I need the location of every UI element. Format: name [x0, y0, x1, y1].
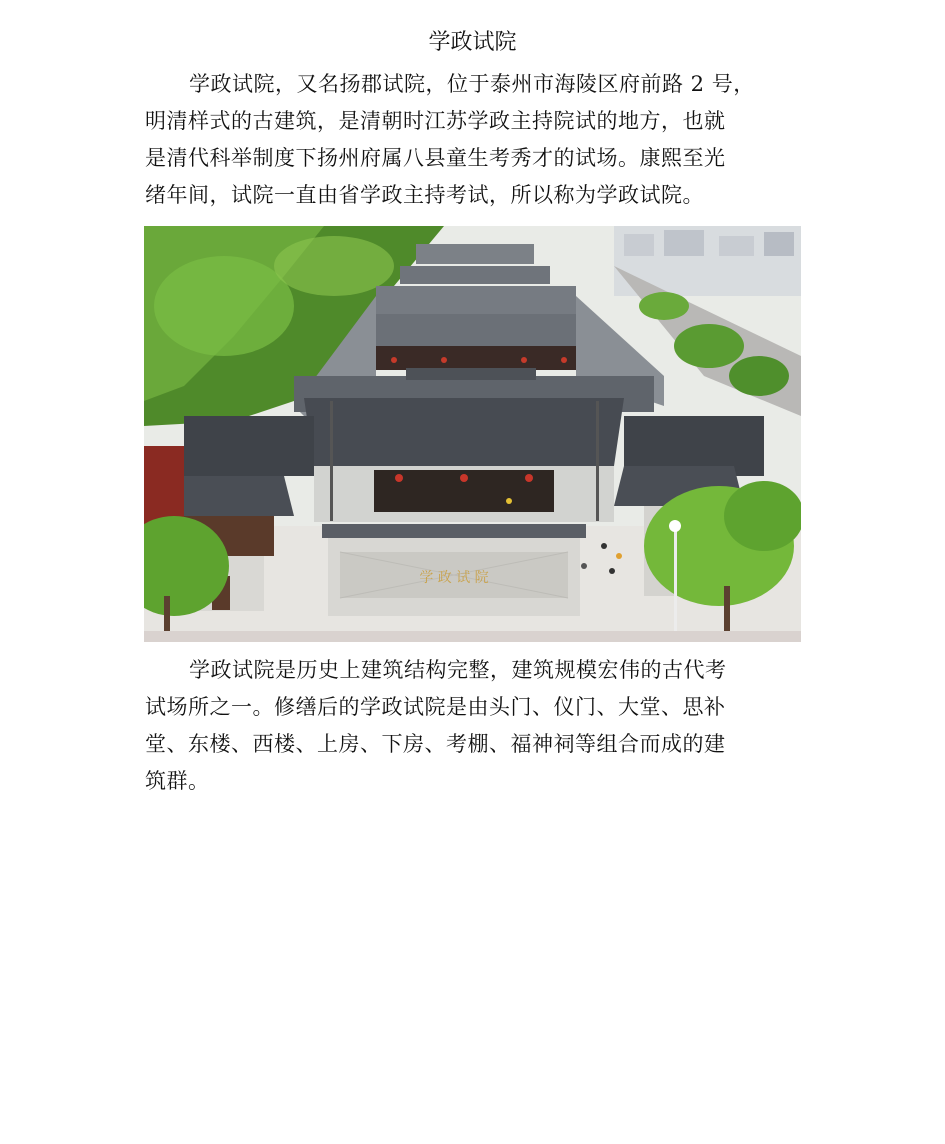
- paragraph-line: 堂、东楼、西楼、上房、下房、考棚、福神祠等组合而成的建: [145, 732, 726, 756]
- paragraph-line: 学政试院，又名扬郡试院，位于泰州市海陵区府前路 2 号，: [189, 72, 755, 96]
- paragraph-line: 学政试院是历史上建筑结构完整，建筑规模宏伟的古代考: [189, 658, 727, 682]
- description-paragraph: [145, 652, 803, 800]
- page-title: 学政试院: [428, 30, 517, 55]
- paragraph-line: 绪年间，试院一直由省学政主持考试，所以称为学政试院。: [145, 183, 704, 207]
- paragraph-line: 是清代科举制度下扬州府属八县童生考秀才的试场。康熙至光: [145, 146, 726, 170]
- screen-wall-sign: 学 政 试 院: [419, 570, 489, 586]
- intro-paragraph: [145, 66, 803, 214]
- paragraph-line: 明清样式的古建筑，是清朝时江苏学政主持院试的地方，也就: [145, 109, 726, 133]
- paragraph-line: 试场所之一。修缮后的学政试院是由头门、仪门、大堂、思补: [145, 695, 726, 719]
- aerial-photo: [144, 226, 801, 642]
- paragraph-line: 筑群。: [145, 769, 210, 793]
